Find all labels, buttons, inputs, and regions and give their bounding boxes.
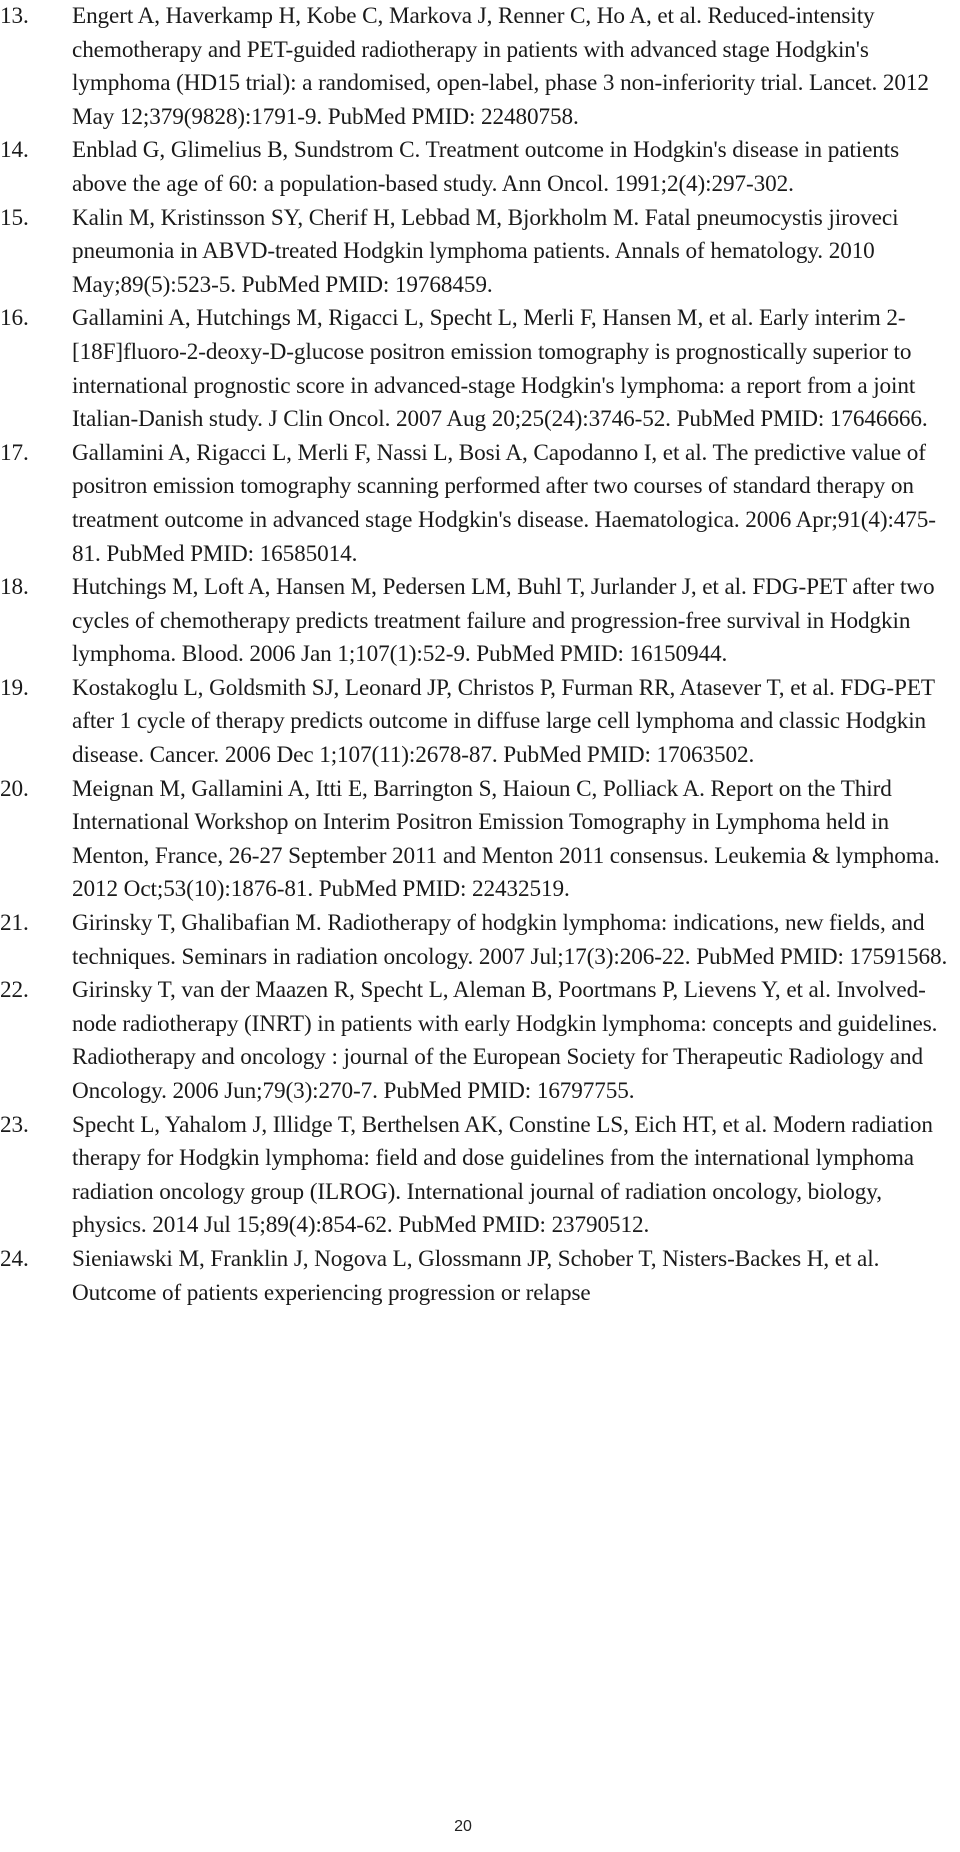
- reference-text: Specht L, Yahalom J, Illidge T, Berthelsen AK, Constine LS, Eich HT, et al. Modern radiation therapy for Hodgkin lymphoma: field and dose guidelines from the international lymphoma radiation oncology group (ILROG). International journal of radiation oncology, biology, physics. 2014 Jul 15;89(4):854-62. PubMed PMID: 23790512.: [72, 1111, 933, 1239]
- reference-item: [0, 907, 950, 974]
- reference-item: [0, 0, 950, 134]
- page-number: 20: [454, 1818, 472, 1835]
- reference-number: 23.: [0, 1111, 29, 1138]
- reference-number: 17.: [0, 439, 29, 466]
- reference-item: [0, 134, 950, 201]
- reference-item: [0, 437, 950, 571]
- reference-number: 18.: [0, 574, 29, 601]
- reference-number: 21.: [0, 910, 29, 937]
- reference-text: Kostakoglu L, Goldsmith SJ, Leonard JP, Christos P, Furman RR, Atasever T, et al. FDG-PET after 1 cycle of therapy predicts outcome in diffuse large cell lymphoma and classic Hodgkin disease. Cancer. 2006 Dec 1;107(11):2678-87. PubMed PMID: 17063502.: [72, 674, 935, 769]
- reference-item: [0, 571, 950, 672]
- reference-item: [0, 302, 950, 436]
- reference-text: Sieniawski M, Franklin J, Nogova L, Glossmann JP, Schober T, Nisters-Backes H, et al. Outcome of patients experiencing progression or relapse: [72, 1245, 880, 1306]
- reference-text: Girinsky T, Ghalibafian M. Radiotherapy of hodgkin lymphoma: indications, new fields, and techniques. Seminars in radiation oncology. 2007 Jul;17(3):206-22. PubMed PMID: 17591568.: [72, 910, 948, 970]
- reference-number: 20.: [0, 775, 29, 802]
- reference-text: Engert A, Haverkamp H, Kobe C, Markova J, Renner C, Ho A, et al. Reduced-intensity chemotherapy and PET-guided radiotherapy in patients with advanced stage Hodgkin's lymphoma (HD15 trial): a randomised, open-label, phase 3 non-inferiority trial. Lancet. 2012 May 12;379(9828):1791-9. PubMed PMID: 22480758.: [72, 3, 929, 130]
- reference-number: 22.: [0, 977, 29, 1004]
- reference-number: 13.: [0, 3, 29, 29]
- reference-text: Hutchings M, Loft A, Hansen M, Pedersen LM, Buhl T, Jurlander J, et al. FDG-PET after two cycles of chemotherapy predicts treatment failure and progression-free survival in Hodgkin lymphoma. Blood. 2006 Jan 1;107(1):52-9. PubMed PMID: 16150944.: [72, 574, 935, 668]
- reference-item: [0, 974, 950, 1108]
- reference-number: 24.: [0, 1245, 29, 1272]
- reference-number: 19.: [0, 674, 29, 701]
- reference-text: Meignan M, Gallamini A, Itti E, Barrington S, Haioun C, Polliack A. Report on the Third International Workshop on Interim Positron Emission Tomography in Lymphoma held in Menton, France, 26-27 September 2011 and Menton 2011 consensus. Leukemia & lymphoma. 2012 Oct;53(10):1876-81. PubMed PMID: 22432519.: [72, 775, 940, 903]
- reference-number: 16.: [0, 305, 29, 332]
- reference-number: 15.: [0, 204, 29, 231]
- reference-number: 14.: [0, 137, 29, 164]
- reference-text: Gallamini A, Rigacci L, Merli F, Nassi L, Bosi A, Capodanno I, et al. The predictive value of positron emission tomography scanning performed after two courses of standard therapy on treatment outcome in advanced stage Hodgkin's disease. Haematologica. 2006 Apr;91(4):475-81. PubMed PMID: 16585014.: [72, 439, 936, 567]
- reference-item: [0, 773, 950, 907]
- reference-text: Girinsky T, van der Maazen R, Specht L, Aleman B, Poortmans P, Lievens Y, et al. Involved-node radiotherapy (INRT) in patients with early Hodgkin lymphoma: concepts and guidelines. Radiotherapy and oncology : journal of the European Society for Therapeutic Radiology and Oncology. 2006 Jun;79(3):270-7. PubMed PMID: 16797755.: [72, 977, 938, 1104]
- reference-item: [0, 202, 950, 303]
- reference-item: [0, 1109, 950, 1243]
- reference-item: [0, 672, 950, 773]
- reference-text: Kalin M, Kristinsson SY, Cherif H, Lebbad M, Bjorkholm M. Fatal pneumocystis jiroveci pneumonia in ABVD-treated Hodgkin lymphoma patients. Annals of hematology. 2010 May;89(5):523-5. PubMed PMID: 19768459.: [72, 204, 899, 298]
- reference-text: Enblad G, Glimelius B, Sundstrom C. Treatment outcome in Hodgkin's disease in patients above the age of 60: a population-based study. Ann Oncol. 1991;2(4):297-302.: [72, 137, 900, 197]
- reference-text: Gallamini A, Hutchings M, Rigacci L, Specht L, Merli F, Hansen M, et al. Early interim 2-[18F]fluoro-2-deoxy-D-glucose positron emission tomography is prognostically superior to international prognostic score in advanced-stage Hodgkin's lymphoma: a report from a joint Italian-Danish study. J Clin Oncol. 2007 Aug 20;25(24):3746-52. PubMed PMID: 17646666.: [72, 305, 928, 433]
- reference-item: [0, 1243, 950, 1310]
